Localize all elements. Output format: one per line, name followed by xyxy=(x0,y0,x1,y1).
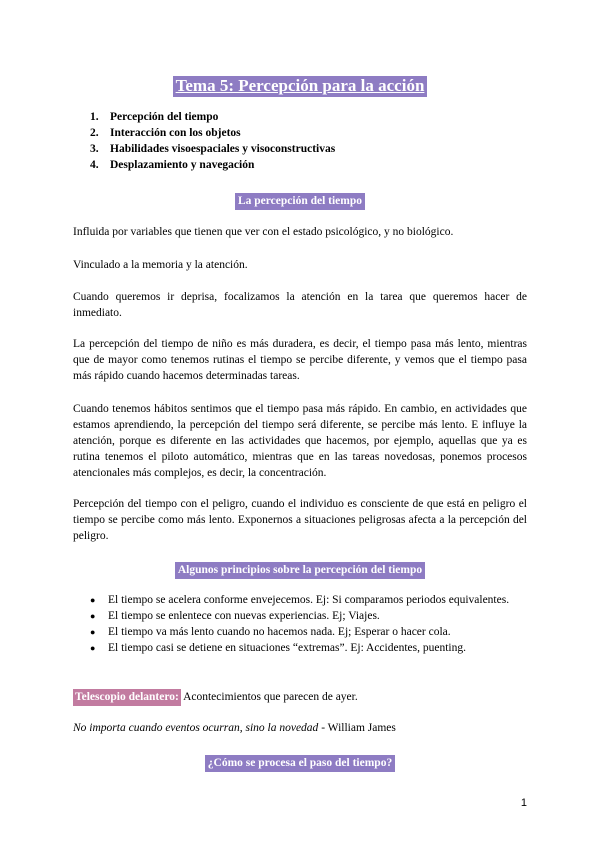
topic-number: 3. xyxy=(90,143,99,155)
bullet-icon: ● xyxy=(90,643,96,653)
topic-label: Habilidades visoespaciales y visoconstructivas xyxy=(110,143,336,155)
paragraph: Vinculado a la memoria y la atención. xyxy=(73,259,248,271)
section-heading-percepcion: La percepción del tiempo xyxy=(235,193,365,210)
topic-number: 1. xyxy=(90,111,99,123)
topic-label: Desplazamiento y navegación xyxy=(110,159,255,171)
topic-list xyxy=(90,109,335,173)
list-item-text: El tiempo va más lento cuando no hacemos nada. Ej; Esperar o hacer cola. xyxy=(108,626,451,638)
paragraph: La percepción del tiempo de niño es más duradera, es decir, el tiempo pasa más lento, mientras que de mayor como tenemos rutinas el tiempo se percibe diferente, y vemos que el tiempo pasa más rápido cuando hacemos determinadas tareas. xyxy=(73,338,527,382)
principles-list xyxy=(90,592,527,656)
quote-text: No importa cuando eventos ocurran, sino la novedad xyxy=(73,722,319,734)
section-heading-principios: Algunos principios sobre la percepción del tiempo xyxy=(175,562,425,579)
topic-item xyxy=(90,141,335,157)
paragraph: Cuando queremos ir deprisa, focalizamos la atención en la tarea que queremos hacer de inmediato. xyxy=(73,291,527,319)
section-heading-container xyxy=(0,753,600,772)
page-title: Tema 5: Percepción para la acción xyxy=(173,76,428,97)
quote xyxy=(73,720,396,736)
section-heading-procesa: ¿Cómo se procesa el paso del tiempo? xyxy=(205,755,395,772)
bullet-icon: ● xyxy=(90,611,96,621)
bullet-icon: ● xyxy=(90,595,96,605)
paragraph: Influida por variables que tienen que ver con el estado psicológico, y no biológico. xyxy=(73,226,454,238)
section-heading-container xyxy=(0,560,600,579)
list-item xyxy=(90,640,527,656)
list-item xyxy=(90,608,527,624)
topic-item xyxy=(90,125,335,141)
telescope-text: Acontecimientos que parecen de ayer. xyxy=(180,691,358,703)
list-item-text: El tiempo casi se detiene en situaciones “extremas”. Ej: Accidentes, puenting. xyxy=(108,642,466,654)
bullet-icon: ● xyxy=(90,627,96,637)
list-item xyxy=(90,592,527,608)
quote-author: - William James xyxy=(318,722,396,734)
section-heading-container xyxy=(0,191,600,210)
topic-number: 4. xyxy=(90,159,99,171)
list-item-text: El tiempo se enlentece con nuevas experiencias. Ej; Viajes. xyxy=(108,610,380,622)
list-item-text: El tiempo se acelera conforme envejecemos. Ej: Si comparamos periodos equivalentes. xyxy=(108,594,510,606)
page-number: 1 xyxy=(520,797,527,809)
title-container xyxy=(0,76,600,97)
telescope-label: Telescopio delantero: xyxy=(73,689,181,706)
topic-item xyxy=(90,157,335,173)
paragraph: Percepción del tiempo con el peligro, cuando el individuo es consciente de que está en peligro el tiempo se percibe como más lento. Exponernos a situaciones peligrosas afecta a la percepción del peligro. xyxy=(73,498,527,542)
topic-label: Interacción con los objetos xyxy=(110,127,241,139)
topic-label: Percepción del tiempo xyxy=(110,111,219,123)
telescope-paragraph xyxy=(73,689,527,706)
paragraph: Cuando tenemos hábitos sentimos que el tiempo pasa más rápido. En cambio, en actividades que estamos aprendiendo, la percepción del tiempo será diferente, se percibe más lento. E influye la atención, porque es diferente en las actividades que hacemos, por ejemplo, aquellas que ya es rutina tenemos el piloto automático, mientras que en las tareas novedosas, ponemos procesos atencionales más complejos, es decir, la concentración. xyxy=(73,403,527,479)
topic-number: 2. xyxy=(90,127,99,139)
list-item xyxy=(90,624,527,640)
topic-item xyxy=(90,109,335,125)
